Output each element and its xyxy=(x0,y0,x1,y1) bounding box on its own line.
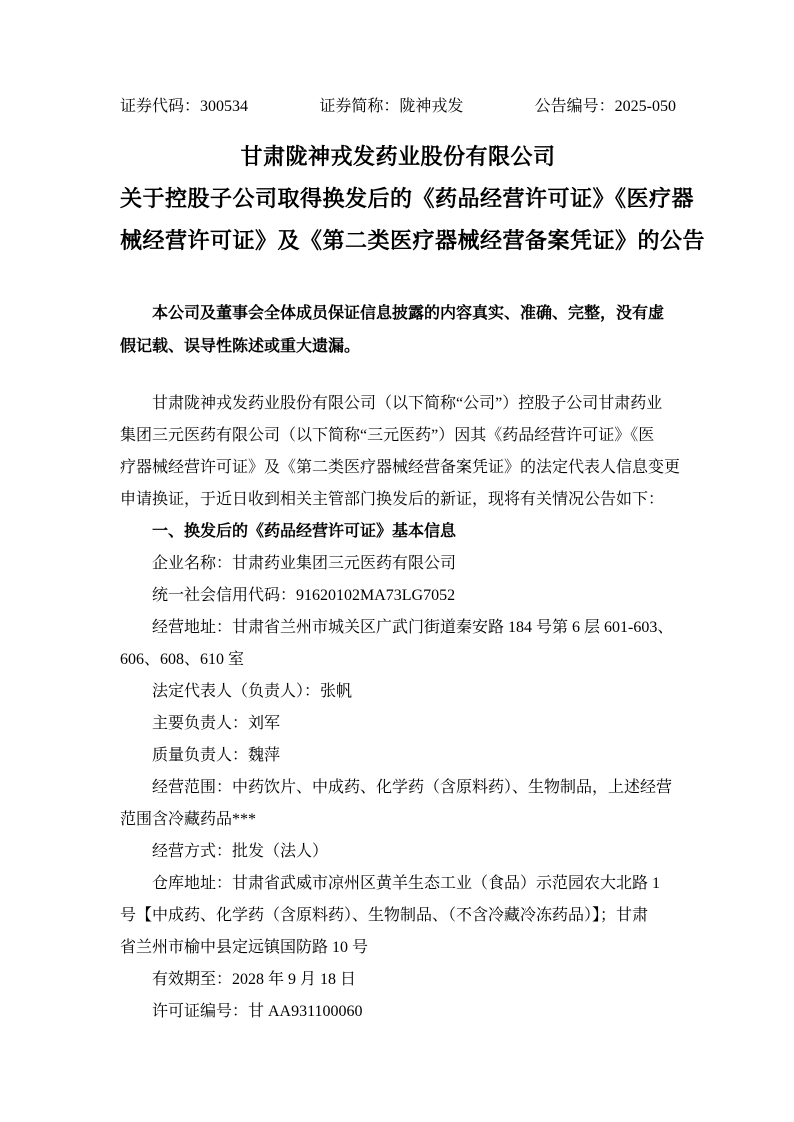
announcement-number: 公告编号：2025-050 xyxy=(534,98,676,115)
field-business-address-line-2: 606、608、610 室 xyxy=(120,651,245,668)
doc-header xyxy=(120,90,676,123)
field-valid-until: 有效期至：2028 年 9 月 18 日 xyxy=(152,971,357,988)
intro-line-1: 甘肃陇神戎发药业股份有限公司（以下简称“公司”）控股子公司甘肃药业 xyxy=(152,395,663,412)
field-credit-code: 统一社会信用代码：91620102MA73LG7052 xyxy=(152,587,456,604)
field-warehouse-address-line-1: 仓库地址：甘肃省武威市凉州区黄羊生态工业（食品）示范园农大北路 1 xyxy=(152,875,661,892)
field-business-address-line-1: 经营地址：甘肃省兰州市城关区广武门街道秦安路 184 号第 6 层 601-603、 xyxy=(152,619,674,636)
field-license-number: 许可证编号：甘 AA931100060 xyxy=(152,1003,363,1020)
doc-body xyxy=(120,388,681,1028)
field-legal-representative: 法定代表人（负责人）：张帆 xyxy=(152,683,353,700)
field-quality-responsible-person: 质量负责人：魏萍 xyxy=(152,747,281,764)
intro-line-4: 申请换证，于近日收到相关主管部门换发后的新证，现将有关情况公告如下： xyxy=(120,491,665,508)
stock-name: 证券简称：陇神戎发 xyxy=(319,98,464,115)
disclaimer-line-1: 本公司及董事会全体成员保证信息披露的内容真实、准确、完整，没有虚 xyxy=(152,305,665,322)
page-content xyxy=(120,90,706,1028)
field-warehouse-address-line-2: 号【中成药、化学药（含原料药）、生物制品、（不含冷藏冷冻药品）】；甘肃 xyxy=(120,907,649,924)
field-main-responsible-person: 主要负责人：刘军 xyxy=(152,715,281,732)
intro-line-3: 疗器械经营许可证》及《第二类医疗器械经营备案凭证》的法定代表人信息变更 xyxy=(120,459,681,476)
intro-line-2: 集团三元医药有限公司（以下简称“三元医药”）因其《药品经营许可证》《医 xyxy=(120,427,655,444)
disclaimer xyxy=(120,297,676,363)
field-business-mode: 经营方式：批发（法人） xyxy=(152,843,329,860)
disclaimer-line-2: 假记载、误导性陈述或重大遗漏。 xyxy=(120,338,361,355)
title-subject-line-2: 械经营许可证》及《第二类医疗器械经营备案凭证》的公告 xyxy=(120,228,706,253)
field-company-name: 企业名称：甘肃药业集团三元医药有限公司 xyxy=(152,555,457,572)
title-subject-line-1: 关于控股子公司取得换发后的《药品经营许可证》《医疗器 xyxy=(120,186,695,211)
doc-title xyxy=(120,136,706,262)
stock-code: 证券代码：300534 xyxy=(120,98,249,115)
field-business-scope-line-2: 范围含冷藏药品*** xyxy=(120,811,257,828)
field-business-scope-line-1: 经营范围：中药饮片、中成药、化学药（含原料药）、生物制品，上述经营 xyxy=(152,779,673,796)
section1-heading: 一、换发后的《药品经营许可证》基本信息 xyxy=(152,523,457,540)
field-warehouse-address-line-3: 省兰州市榆中县定远镇国防路 10 号 xyxy=(120,939,369,956)
title-company-line: 甘肃陇神戎发药业股份有限公司 xyxy=(240,144,556,169)
